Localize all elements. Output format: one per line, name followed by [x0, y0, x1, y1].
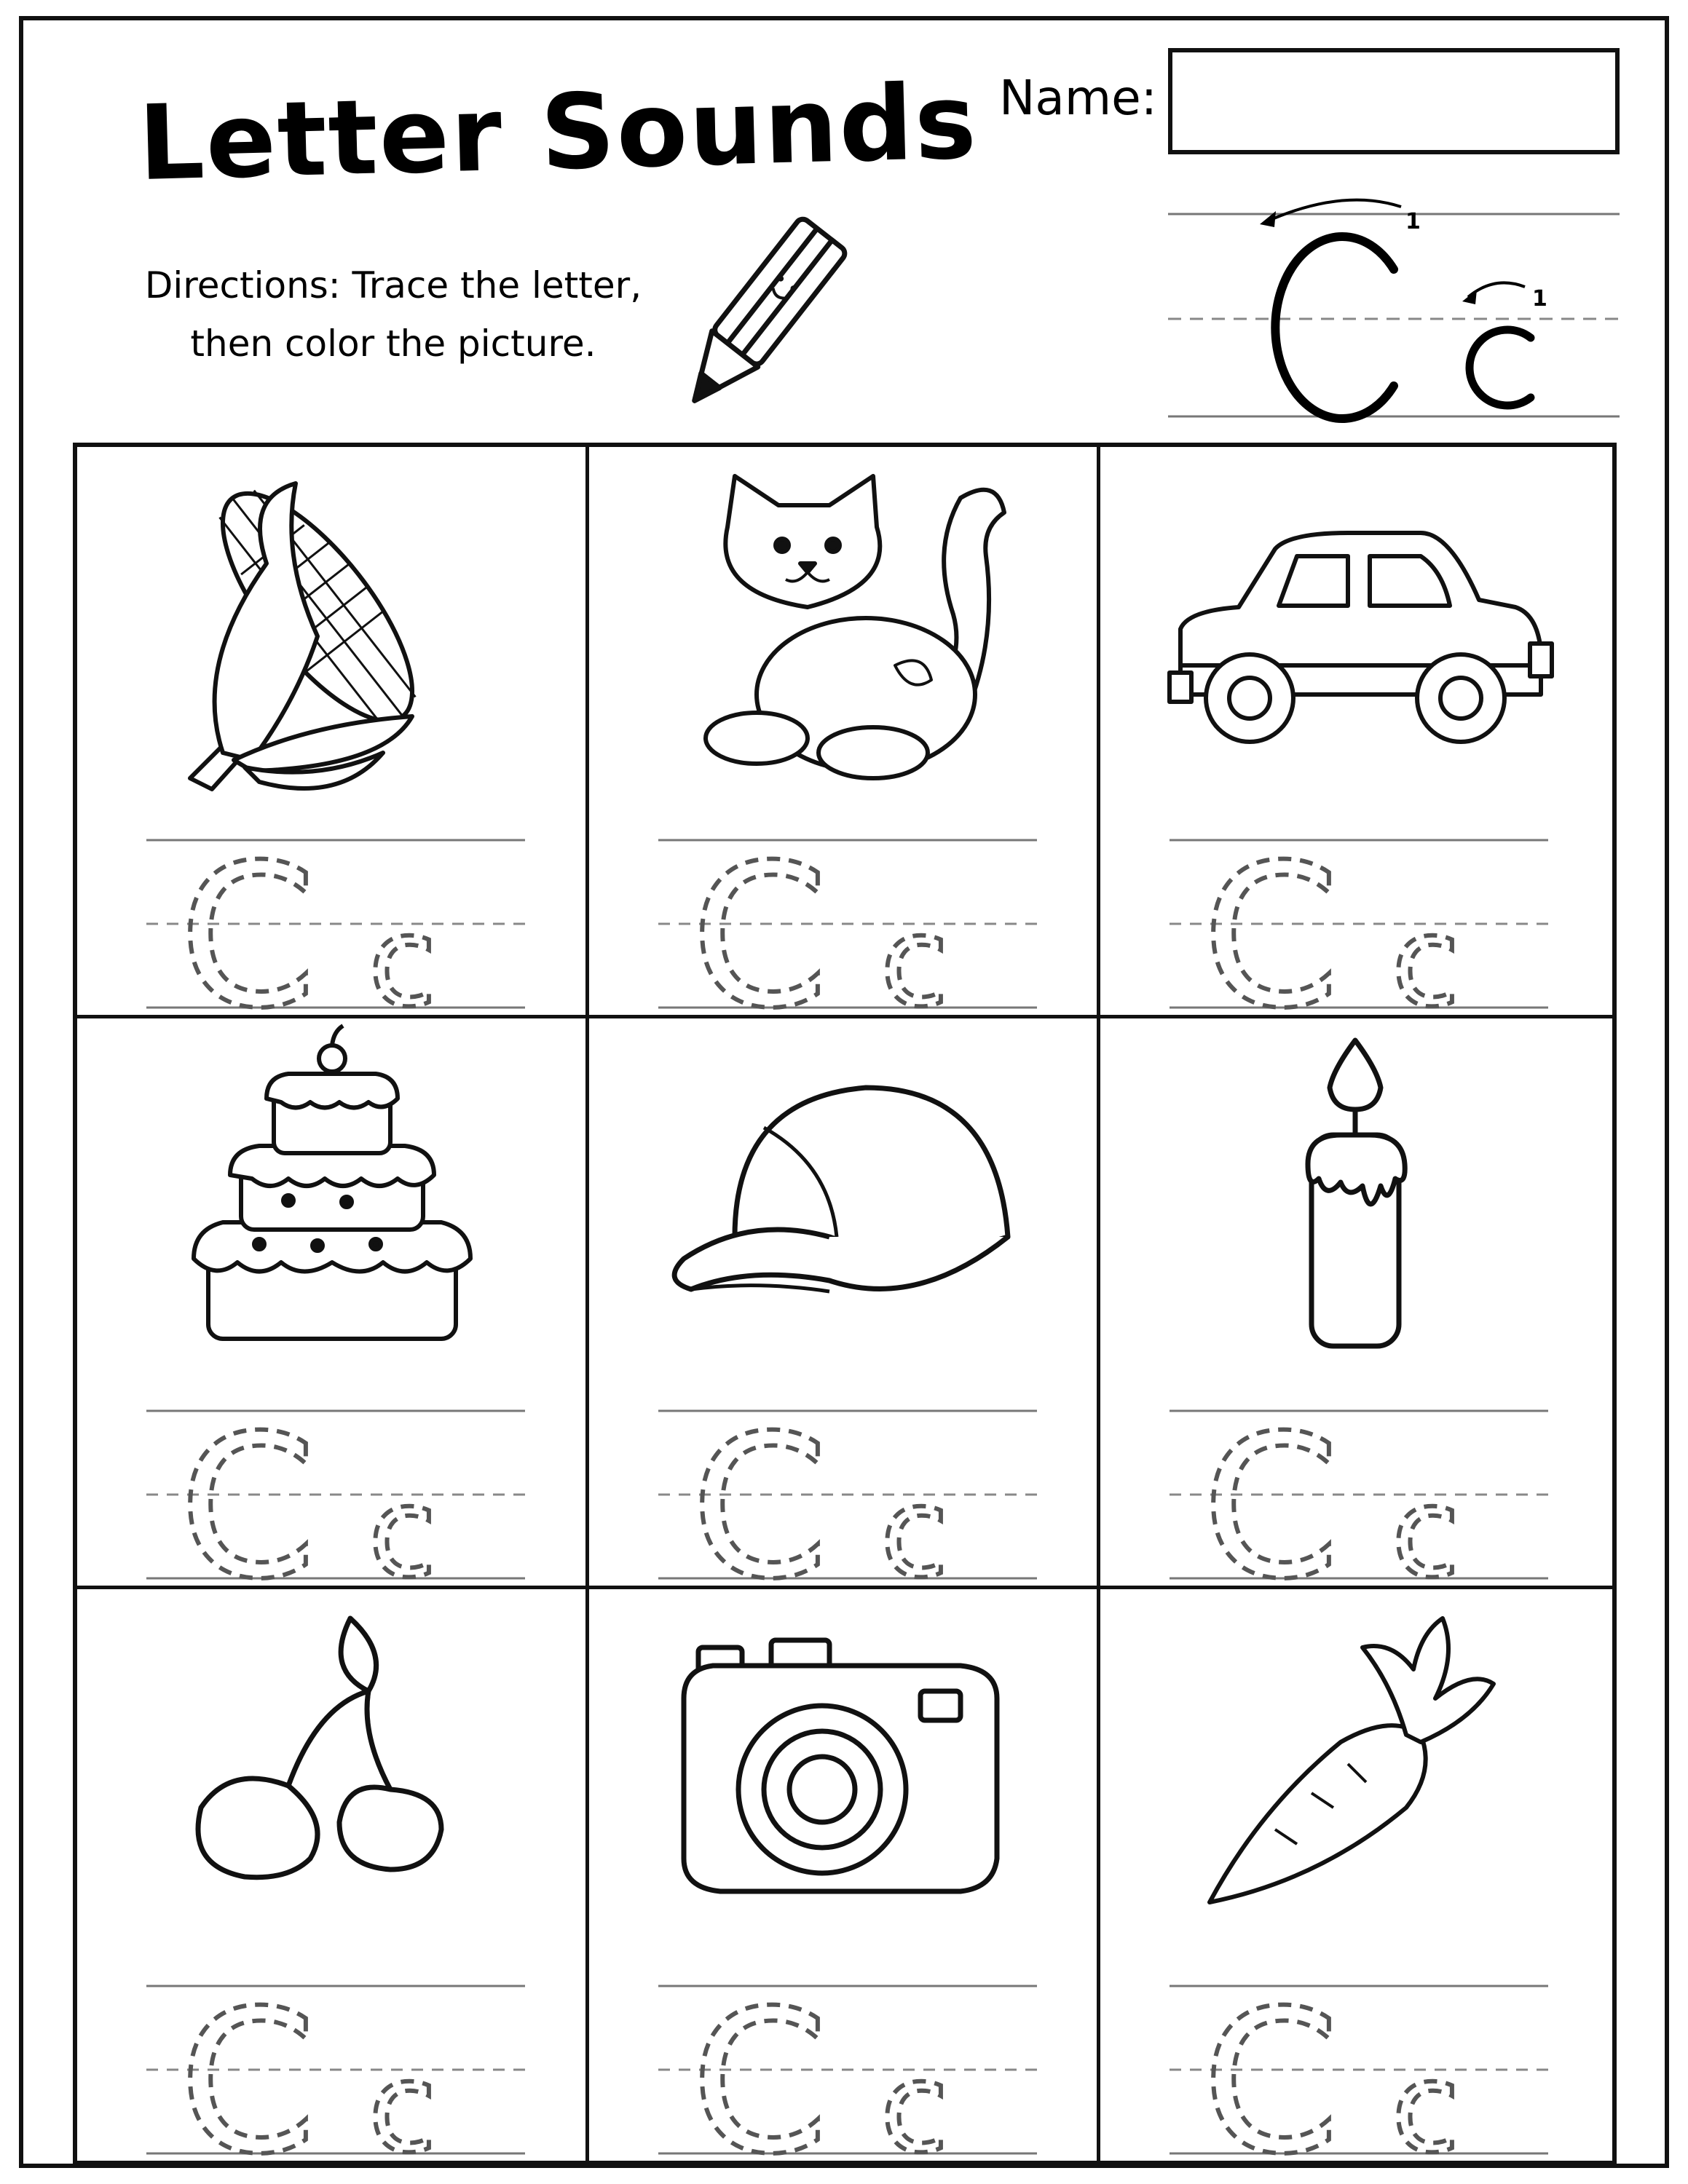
cat-picture: [589, 447, 1099, 811]
cell-cherry: [77, 1589, 589, 2161]
trace-lowercase-c: c: [368, 1461, 437, 1586]
trace-area[interactable]: [77, 1942, 587, 2161]
cell-car: [1100, 447, 1612, 1018]
trace-area[interactable]: [589, 796, 1099, 1015]
trace-uppercase-c: C: [179, 1968, 317, 2161]
cherry-picture: [77, 1589, 587, 1953]
trace-lowercase-c: c: [880, 1461, 949, 1586]
page-title: Letter Sounds: [137, 61, 979, 205]
trace-lowercase-c: c: [368, 2036, 437, 2161]
picture-grid: [73, 443, 1617, 2165]
trace-uppercase-c: C: [690, 1393, 829, 1586]
trace-uppercase-c: C: [1202, 1968, 1340, 2161]
trace-area[interactable]: [1100, 1367, 1610, 1586]
cell-cap: [589, 1018, 1101, 1590]
cell-corn: [77, 447, 589, 1018]
carrot-picture: [1100, 1589, 1610, 1953]
trace-uppercase-c: C: [179, 821, 317, 1015]
cell-carrot: [1100, 1589, 1612, 2161]
directions: [109, 256, 677, 373]
trace-uppercase-c: C: [1202, 821, 1340, 1015]
model-lowercase-c: [1470, 330, 1531, 405]
name-label: Name:: [999, 70, 1157, 126]
trace-area[interactable]: [1100, 1942, 1610, 2161]
cell-candle: [1100, 1018, 1612, 1590]
trace-area[interactable]: [77, 1367, 587, 1586]
directions-line-1: Directions: Trace the letter,: [144, 264, 642, 306]
trace-area[interactable]: [1100, 796, 1610, 1015]
trace-uppercase-c: C: [1202, 1393, 1340, 1586]
trace-lowercase-c: c: [880, 890, 949, 1015]
cell-cake: [77, 1018, 589, 1590]
candle-picture: [1100, 1018, 1610, 1382]
corn-picture: [77, 447, 587, 811]
car-picture: [1100, 447, 1610, 811]
trace-area[interactable]: [589, 1367, 1099, 1586]
cake-picture: [77, 1018, 587, 1382]
model-letters: [1168, 189, 1620, 430]
cell-cat: [589, 447, 1101, 1018]
camera-picture: [589, 1589, 1099, 1953]
trace-lowercase-c: c: [368, 890, 437, 1015]
model-uppercase-c: [1275, 237, 1394, 419]
trace-uppercase-c: C: [690, 821, 829, 1015]
trace-lowercase-c: c: [1392, 1461, 1460, 1586]
trace-lowercase-c: c: [1392, 2036, 1460, 2161]
trace-lowercase-c: c: [880, 2036, 949, 2161]
name-field[interactable]: [1168, 48, 1620, 154]
trace-area[interactable]: [589, 1942, 1099, 2161]
trace-uppercase-c: C: [179, 1393, 317, 1586]
trace-lowercase-c: c: [1392, 890, 1460, 1015]
cap-picture: [589, 1018, 1099, 1382]
stroke-number-upper: 1: [1405, 209, 1421, 234]
trace-uppercase-c: C: [690, 1968, 829, 2161]
stroke-number-lower: 1: [1532, 286, 1547, 312]
trace-area[interactable]: [77, 796, 587, 1015]
directions-line-2: then color the picture.: [190, 323, 596, 365]
cell-camera: [589, 1589, 1101, 2161]
pencil-icon: [648, 204, 867, 437]
